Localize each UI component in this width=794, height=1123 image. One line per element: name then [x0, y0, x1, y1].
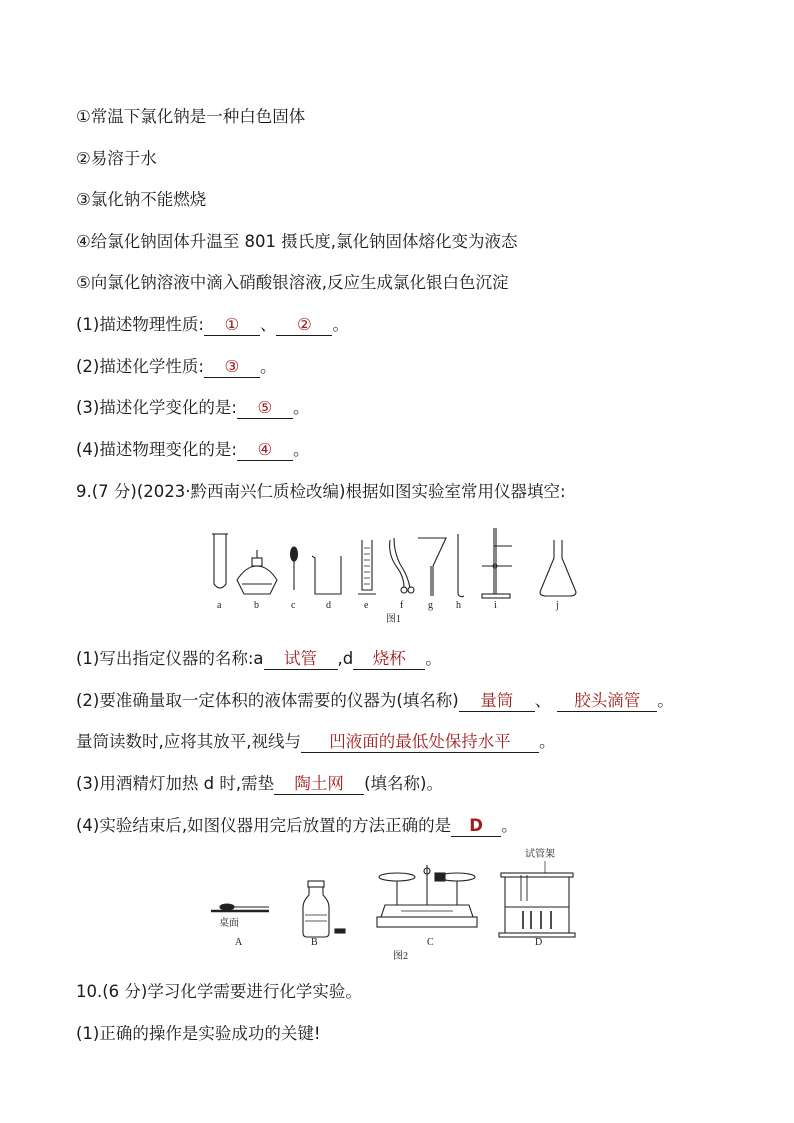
q9-p2-answer-2[interactable]: 胶头滴管	[557, 691, 657, 712]
crucible-tongs-icon	[390, 538, 414, 593]
q9-p4-pre: (4)实验结束后,如图仪器用完后放置的方法正确的是	[76, 816, 452, 835]
reagent-bottle-icon	[303, 881, 345, 937]
fig2-desk-label: 桌面	[219, 918, 239, 929]
q9-p2-pre: (2)要准确量取一定体积的液体需要的仪器为(填名称)	[76, 691, 459, 710]
fig2-letter-b: B	[311, 937, 318, 948]
q8-p3-answer[interactable]: ⑤	[237, 398, 293, 419]
figure-1-letters	[217, 600, 559, 625]
q9-p4-answer[interactable]: D	[451, 816, 501, 837]
fig1-letter-d: d	[326, 600, 331, 611]
q8-p4-label: (4)描述物理变化的是:	[76, 440, 237, 459]
q8-p2-end: 。	[259, 357, 277, 376]
q9-p1-end: 。	[425, 649, 442, 668]
fig2-letter-a: A	[235, 937, 243, 948]
fig1-letter-h: h	[456, 600, 461, 611]
q9-p2-end: 。	[657, 691, 674, 710]
fig1-caption: 图1	[386, 614, 401, 625]
fig1-letter-g: g	[428, 600, 433, 611]
q9-p1-pre: (1)写出指定仪器的名称:a	[76, 649, 264, 668]
q9-p3-pre: (3)用酒精灯加热 d 时,需垫	[76, 774, 275, 793]
q9-p2b-pre: 量筒读数时,应将其放平,视线与	[76, 732, 301, 751]
q10-part-1: (1)正确的操作是实验成功的关键!	[76, 1024, 321, 1043]
q9-header: 9.(7 分)(2023·黔西南兴仁质检改编)根据如图实验室常用仪器填空:	[76, 482, 566, 501]
statement-2: ②易溶于水	[76, 149, 157, 168]
q8-part-1	[76, 314, 349, 336]
glass-rod-icon	[458, 534, 464, 597]
q8-part-4	[76, 439, 309, 461]
q9-part-3	[76, 773, 443, 795]
statement-1: ①常温下氯化钠是一种白色固体	[76, 107, 306, 126]
statement-4: ④给氯化钠固体升温至 801 摄氏度,氯化钠固体熔化变为液态	[76, 232, 518, 251]
q8-p4-answer[interactable]: ④	[237, 440, 293, 461]
fig1-letter-c: c	[291, 600, 296, 611]
graduated-cylinder-icon	[358, 540, 376, 594]
q9-p1-answer-a[interactable]: 试管	[264, 649, 338, 670]
fig2-letter-d: D	[535, 937, 543, 948]
test-tube-rack-icon	[499, 861, 575, 937]
test-tube-icon	[214, 534, 226, 588]
q9-p1-mid: ,d	[337, 649, 354, 668]
q9-p1-answer-d[interactable]: 烧杯	[353, 649, 425, 670]
fig1-letter-j: j	[556, 600, 559, 611]
q8-p4-end: 。	[292, 440, 310, 459]
fig1-letter-b: b	[254, 600, 259, 611]
q8-p1-answer-1[interactable]: ①	[204, 315, 260, 336]
q9-part-2b	[76, 731, 556, 753]
q8-p2-answer[interactable]: ③	[204, 357, 260, 378]
balance-scale-icon	[377, 865, 477, 927]
q8-p1-sep: 、	[259, 315, 277, 334]
funnel-icon	[418, 538, 446, 596]
fig2-rack-label: 试管架	[525, 849, 555, 860]
q8-p1-label: (1)描述物理性质:	[76, 315, 204, 334]
dropper-on-desk-icon	[211, 904, 269, 911]
q9-p4-end: 。	[501, 816, 518, 835]
fig1-letter-i: i	[494, 600, 497, 611]
fig1-letter-f: f	[400, 600, 404, 611]
q9-p3-answer[interactable]: 陶土网	[274, 774, 364, 795]
q9-p3-end: (填名称)。	[364, 774, 443, 793]
alcohol-lamp-icon	[237, 550, 277, 594]
q9-p2b-end: 。	[539, 732, 556, 751]
statement-3: ③氯化钠不能燃烧	[76, 190, 207, 209]
fig2-letter-c: C	[427, 937, 434, 948]
q8-p3-end: 。	[292, 398, 310, 417]
figure-2-placement	[205, 845, 585, 965]
q10-header: 10.(6 分)学习化学需要进行化学实验。	[76, 982, 362, 1001]
q9-p2b-answer[interactable]: 凹液面的最低处保持水平	[301, 732, 539, 753]
q8-part-2	[76, 356, 276, 378]
q8-p3-label: (3)描述化学变化的是:	[76, 398, 237, 417]
figure-1-instruments	[200, 518, 600, 628]
beaker-icon	[312, 556, 341, 594]
q9-part-2	[76, 690, 674, 712]
q8-part-3	[76, 397, 309, 419]
dropper-icon	[291, 547, 298, 590]
statement-5: ⑤向氯化钠溶液中滴入硝酸银溶液,反应生成氯化银白色沉淀	[76, 273, 509, 292]
q8-p1-answer-2[interactable]: ②	[276, 315, 332, 336]
q9-p2-sep: 、	[534, 691, 552, 710]
q9-part-4	[76, 815, 518, 837]
iron-stand-icon	[482, 528, 512, 598]
fig1-letter-a: a	[217, 600, 222, 611]
conical-flask-icon	[540, 540, 576, 596]
fig1-letter-e: e	[364, 600, 369, 611]
q8-p2-label: (2)描述化学性质:	[76, 357, 204, 376]
q9-p2-answer-1[interactable]: 量筒	[459, 691, 535, 712]
q8-p1-end: 。	[332, 315, 349, 334]
q9-part-1	[76, 648, 442, 670]
fig2-caption: 图2	[393, 951, 408, 962]
